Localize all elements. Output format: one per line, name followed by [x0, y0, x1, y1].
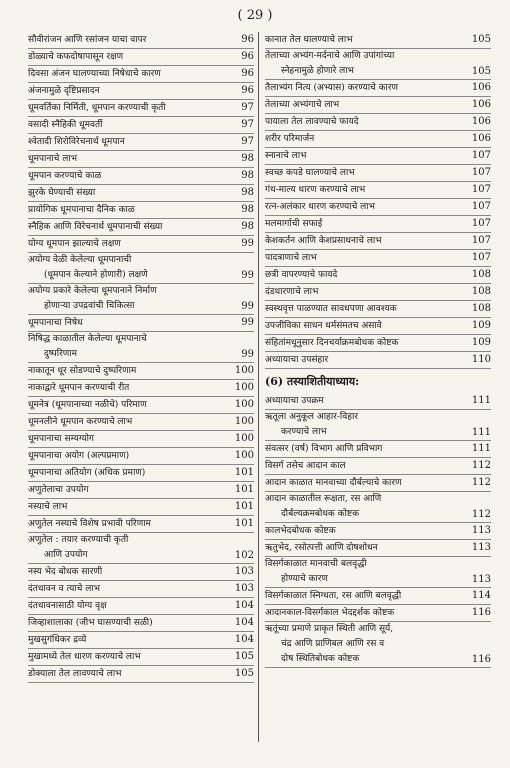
- toc-entry-text: मुखामध्ये तेल धारण करण्याचे लाभ: [28, 652, 141, 662]
- toc-entry-text: नस्य भेद बोधक सारणी: [28, 567, 103, 577]
- toc-entry: [28, 397, 254, 414]
- toc-entry-page: 101: [234, 467, 254, 478]
- toc-entry: [265, 131, 491, 148]
- toc-entry-page: 98: [241, 170, 254, 181]
- toc-entry-title: [28, 516, 228, 532]
- toc-entry-page: 113: [471, 574, 491, 585]
- toc-entry-page: 97: [241, 102, 254, 113]
- toc-entry-text: ऋतूला अनुकूल आहार-विहार: [265, 412, 359, 422]
- toc-entry-page: 99: [241, 317, 254, 328]
- toc-entry-title: [265, 458, 465, 474]
- toc-entry-title: [28, 32, 228, 48]
- toc-entry-text: छत्री वापरण्याचे फायदे: [265, 270, 338, 280]
- toc-entry-text: अध्यायाचा उपसंहार: [265, 355, 329, 365]
- toc-entry: [265, 352, 491, 369]
- toc-entry-subtext: स्नेहनामुळे होणारे लाभ: [281, 66, 354, 76]
- toc-entry-title: [28, 83, 228, 99]
- toc-entry-text: अणुतेल : तयार करण्याची कृती: [28, 535, 129, 545]
- toc-entry-text: डोक्याला तेल लावण्याचे लाभ: [28, 669, 122, 679]
- toc-entry-subtext: दोष स्थितिबोधक कोष्टक: [281, 654, 360, 664]
- toc-entry-title: [265, 148, 465, 164]
- toc-entry-text: धूमनेत्र (धूमपानाच्या नळीचे) परिमाण: [28, 400, 147, 410]
- toc-entry: [28, 482, 254, 499]
- toc-entry-text: स्वच्छ कपडे घालण्याचे लाभ: [265, 168, 355, 178]
- toc-entry-page: 96: [241, 51, 254, 62]
- toc-entry-title: [265, 540, 465, 556]
- toc-entry-title: [265, 267, 465, 283]
- toc-entry-page: 112: [471, 460, 491, 471]
- toc-entry: [28, 185, 254, 202]
- toc-entry-page: 108: [471, 286, 491, 297]
- toc-entry-page: 97: [241, 119, 254, 130]
- toc-entry: [265, 475, 491, 492]
- toc-entry-text: उपजीविका साधन धर्मसंमतच असावे: [265, 321, 382, 331]
- toc-entry-text: निषिद्ध काळातील केलेल्या धूमपानाचे: [28, 334, 147, 344]
- toc-columns: [28, 32, 492, 768]
- toc-entry-page: 107: [471, 235, 491, 246]
- toc-entry-title: [265, 352, 465, 368]
- toc-entry-text: नस्याचे लाभ: [28, 502, 68, 512]
- toc-entry-title: [265, 622, 465, 667]
- toc-entry-title: [28, 397, 228, 413]
- toc-entry-page: 108: [471, 303, 491, 314]
- toc-entry-page: 107: [471, 252, 491, 263]
- toc-entry: [28, 284, 254, 315]
- toc-entry-title: [28, 236, 228, 252]
- toc-entry-page: 109: [471, 337, 491, 348]
- toc-entry-page: 107: [471, 167, 491, 178]
- toc-entry-text: ऋतूंच्या प्रमाणे प्राकृत स्थिती आणि सूर्य,: [265, 624, 394, 634]
- toc-entry-title: [28, 615, 228, 631]
- toc-left-column: [28, 32, 259, 742]
- toc-entry: [28, 100, 254, 117]
- toc-entry: [265, 393, 491, 410]
- toc-entry-text: योग्य धूमपान झाल्याचे लक्षण: [28, 239, 121, 249]
- toc-entry-title: [28, 168, 228, 184]
- toc-entry-text: कानात तेल घालण्याचे लाभ: [265, 35, 353, 45]
- toc-entry: [28, 253, 254, 284]
- toc-entry-text: विसर्गकाळात मानवाची बलवृद्धी: [265, 559, 367, 569]
- toc-entry-text: आदान काळातील रूक्षता, रस आणि: [265, 494, 382, 504]
- toc-entry-title: [265, 523, 465, 539]
- toc-entry-text: दिवसा अंजन घालण्याच्या निषेधाचे कारण: [28, 69, 161, 79]
- toc-entry-text: अणुतेल नस्याचे विशेष प्रभावी परिणाम: [28, 519, 151, 529]
- toc-entry-text: श्वेतादी शिरोविरेचनार्थ धूमपान: [28, 137, 125, 147]
- toc-entry-page: 113: [471, 542, 491, 553]
- toc-entry: [28, 632, 254, 649]
- toc-entry-subtext: दुष्परिणाम: [44, 349, 78, 359]
- toc-entry-text: धूमनलीने धूमपान करण्याचे लाभ: [28, 417, 133, 427]
- toc-entry-title: [265, 165, 465, 181]
- toc-entry-text: प्रायोगिक धूमपानाचा दैनिक काळ: [28, 205, 135, 215]
- toc-entry-page: 111: [471, 443, 491, 454]
- toc-entry-page: 100: [234, 416, 254, 427]
- toc-entry-text: धूमपानाचा निषेध: [28, 318, 83, 328]
- toc-entry-title: [265, 557, 465, 587]
- toc-entry: [265, 284, 491, 301]
- toc-entry-page: 100: [234, 450, 254, 461]
- toc-entry: [28, 32, 254, 49]
- toc-entry-page: 103: [234, 583, 254, 594]
- toc-entry-text: धूमपान करण्याचे काळ: [28, 171, 102, 181]
- toc-entry-page: 98: [241, 204, 254, 215]
- toc-entry: [28, 533, 254, 564]
- toc-entry-subtext: करण्याचे लाभ: [281, 427, 327, 437]
- toc-entry-page: 107: [471, 150, 491, 161]
- toc-entry: [28, 202, 254, 219]
- toc-entry-title: [28, 649, 228, 665]
- toc-entry-title: [265, 410, 465, 440]
- toc-entry: [28, 49, 254, 66]
- toc-entry-title: [28, 564, 228, 580]
- toc-entry-title: [265, 441, 465, 457]
- toc-entry-page: 99: [241, 270, 254, 281]
- toc-entry: [265, 233, 491, 250]
- toc-entry-title: [28, 414, 228, 430]
- toc-entry-page: 104: [234, 617, 254, 628]
- toc-entry: [265, 114, 491, 131]
- toc-entry: [28, 236, 254, 253]
- toc-entry: [265, 165, 491, 182]
- toc-entry: [28, 332, 254, 363]
- toc-entry: [265, 458, 491, 475]
- toc-entry-page: 110: [471, 354, 491, 365]
- toc-entry-text: दंतधावनासाठी योग्य वृक्ष: [28, 601, 107, 611]
- toc-entry-text: धूमपानाचा सम्यग्योग: [28, 434, 94, 444]
- toc-entry: [28, 83, 254, 100]
- toc-entry-title: [265, 182, 465, 198]
- toc-entry-text: सौवीरांजन आणि रसांजन याचा वापर: [28, 35, 147, 45]
- toc-entry-title: [28, 431, 228, 447]
- toc-entry-page: 99: [241, 349, 254, 360]
- toc-entry-title: [28, 465, 228, 481]
- toc-entry-subtext: चंद्र आणि प्राणिबल आणि रस व: [281, 639, 385, 649]
- toc-entry-title: [265, 301, 465, 317]
- toc-entry-title: [28, 100, 228, 116]
- toc-entry-page: 98: [241, 153, 254, 164]
- toc-entry-page: 116: [471, 607, 491, 618]
- toc-entry-page: 96: [241, 68, 254, 79]
- toc-entry: [265, 523, 491, 540]
- toc-entry-text: दंडधारणाचे लाभ: [265, 287, 319, 297]
- toc-entry: [28, 615, 254, 632]
- toc-entry: [28, 66, 254, 83]
- toc-entry-text: ऋतुभेद, रसोत्पत्ती आणि दोषशोधन: [265, 543, 378, 553]
- toc-entry-title: [28, 581, 228, 597]
- toc-entry: [265, 492, 491, 523]
- toc-entry-title: [28, 185, 228, 201]
- toc-entry-text: संवत्सर (वर्ष) विभाग आणि प्रविभाग: [265, 444, 383, 454]
- toc-entry-text: वसादी स्नैहिकी धूमवर्ती: [28, 120, 103, 130]
- toc-entry-page: 103: [234, 566, 254, 577]
- toc-entry-title: [265, 97, 465, 113]
- toc-entry-title: [265, 605, 465, 621]
- toc-entry-text: स्नानाचे लाभ: [265, 151, 307, 161]
- toc-entry-title: [28, 332, 228, 362]
- toc-entry-title: [265, 216, 465, 232]
- toc-entry-title: [265, 588, 465, 604]
- toc-entry-title: [28, 253, 228, 283]
- toc-entry-title: [265, 114, 465, 130]
- toc-entry-text: नाकाद्वारे धूमपान करण्याची रीत: [28, 383, 130, 393]
- page-number: ( 29 ): [237, 8, 273, 23]
- toc-entry-subtext: होण्याचे कारण: [281, 574, 328, 584]
- toc-entry-text: तेलाच्या अभ्यंगाचे लाभ: [265, 100, 340, 110]
- toc-entry-text: विसर्ग तसेच आदान काल: [265, 461, 346, 471]
- toc-entry-title: [265, 284, 465, 300]
- toc-entry-page: 106: [471, 82, 491, 93]
- toc-entry-page: 98: [241, 221, 254, 232]
- toc-entry-page: 100: [234, 433, 254, 444]
- toc-entry: [265, 335, 491, 352]
- toc-entry: [28, 219, 254, 236]
- toc-entry-text: संहितांमधूनुसार दिनचर्याक्रमबोधक कोष्टक: [265, 338, 399, 348]
- toc-entry: [265, 250, 491, 267]
- toc-entry-page: 114: [471, 590, 491, 601]
- toc-entry: [28, 117, 254, 134]
- toc-entry: [28, 465, 254, 482]
- toc-entry-text: कालभेदबोधक कोष्टक: [265, 526, 336, 536]
- toc-right-column: [259, 32, 491, 742]
- toc-section-entries: [265, 393, 491, 668]
- toc-entry-page: 98: [241, 187, 254, 198]
- toc-entry-page: 112: [471, 509, 491, 520]
- toc-entry-page: 111: [471, 427, 491, 438]
- toc-entry: [28, 134, 254, 151]
- toc-entry: [265, 588, 491, 605]
- toc-entry-title: [28, 202, 228, 218]
- toc-entry: [28, 151, 254, 168]
- toc-entry-text: धूमपानाचा अयोग (अल्पप्रमाण): [28, 451, 130, 461]
- toc-entry-page: 105: [471, 34, 491, 45]
- toc-entry-page: 96: [241, 85, 254, 96]
- toc-entry: [28, 315, 254, 332]
- toc-entry-title: [265, 393, 465, 409]
- toc-entry-text: विसर्गकाळात स्निग्धता, रस आणि बलवृद्धी: [265, 591, 402, 601]
- toc-entry: [265, 97, 491, 114]
- toc-entry-title: [28, 66, 228, 82]
- toc-entry-page: 99: [241, 301, 254, 312]
- toc-entry-title: [28, 666, 228, 682]
- section-heading: (6) तस्याशितीयाध्याय:: [265, 375, 360, 388]
- toc-entry-page: 100: [234, 399, 254, 410]
- toc-entry: [265, 80, 491, 97]
- toc-entry-text: अध्यायाचा उपक्रम: [265, 396, 324, 406]
- toc-entry-title: [28, 49, 228, 65]
- toc-entry-text: दंतधावन व त्याचे लाभ: [28, 584, 100, 594]
- toc-entry-subtext: होणाऱ्या उपद्रवांची चिकित्सा: [44, 301, 135, 311]
- toc-entry: [265, 410, 491, 441]
- toc-entry-title: [265, 492, 465, 522]
- toc-entry-page: 101: [234, 501, 254, 512]
- toc-entry-title: [28, 134, 228, 150]
- toc-entry-page: 97: [241, 136, 254, 147]
- toc-entry: [265, 441, 491, 458]
- toc-entry: [265, 301, 491, 318]
- toc-entry-page: 100: [234, 382, 254, 393]
- toc-entry-page: 102: [234, 550, 254, 561]
- toc-entry: [28, 581, 254, 598]
- toc-entry-title: [28, 380, 228, 396]
- toc-entry-title: [265, 318, 465, 334]
- toc-entry-page: 107: [471, 201, 491, 212]
- toc-entry-text: धूमपानाचा अतियोग (अधिक प्रमाण): [28, 468, 146, 478]
- toc-entry-title: [265, 32, 465, 48]
- toc-entry-title: [28, 315, 228, 331]
- toc-entry-title: [265, 199, 465, 215]
- toc-entry-subtext: (धूमपान केल्याने होणारी) लक्षणे: [44, 270, 148, 280]
- toc-entry-title: [28, 598, 228, 614]
- toc-entry-text: मुखसुगंधिकर द्रव्ये: [28, 635, 87, 645]
- toc-entry-subtext: आणि उपयोग: [44, 550, 88, 560]
- toc-entry-page: 106: [471, 116, 491, 127]
- toc-entry-text: पायाला तेल लावण्याचे फायदे: [265, 117, 359, 127]
- toc-entry: [28, 564, 254, 581]
- toc-entry-text: गंध-माल्य धारण करण्याचे लाभ: [265, 185, 366, 195]
- toc-entry-text: अयोग्य प्रकारे केलेल्या धूमपानाने निर्माण: [28, 286, 157, 296]
- toc-entry-page: 112: [471, 477, 491, 488]
- toc-entry-title: [28, 151, 228, 167]
- toc-entry: [28, 598, 254, 615]
- toc-entry: [28, 414, 254, 431]
- toc-entry-text: तैलाभ्यंग नित्य (अभ्यास) करण्याचे कारण: [265, 83, 399, 93]
- toc-entry-page: 101: [234, 518, 254, 529]
- toc-entry: [265, 148, 491, 165]
- toc-entry-text: स्वस्थवृत्त पाळण्यात सावधपणा आवश्यक: [265, 304, 397, 314]
- toc-entry: [28, 363, 254, 380]
- toc-entry: [265, 605, 491, 622]
- toc-entry: [265, 557, 491, 588]
- toc-entry-page: 96: [241, 34, 254, 45]
- toc-entry-text: झुरके घेण्याची संख्या: [28, 188, 96, 198]
- toc-entry-title: [265, 335, 465, 351]
- toc-entry-page: 106: [471, 99, 491, 110]
- toc-entry-title: [28, 219, 228, 235]
- toc-entry-title: [28, 363, 228, 379]
- toc-entry-page: 105: [234, 651, 254, 662]
- toc-entry: [265, 267, 491, 284]
- toc-entry: [265, 216, 491, 233]
- toc-entry: [28, 516, 254, 533]
- toc-entry-title: [28, 448, 228, 464]
- toc-entry-text: नाकातून धूर सोडण्याचे दुष्परिणाम: [28, 366, 137, 376]
- toc-entry-text: रत्न-अलंकार धारण करण्याचे लाभ: [265, 202, 375, 212]
- toc-entry-title: [28, 632, 228, 648]
- toc-entry-page: 108: [471, 269, 491, 280]
- toc-entry: [28, 168, 254, 185]
- toc-entry-text: अणुतेलाचा उपयोग: [28, 485, 89, 495]
- toc-entry: [265, 32, 491, 49]
- toc-entry-text: शरीर परिमार्जन: [265, 134, 315, 144]
- toc-entry-title: [265, 80, 465, 96]
- toc-entry-text: आदान काळात मानवाच्या दौर्बल्याचे कारण: [265, 478, 402, 488]
- toc-entry: [265, 199, 491, 216]
- toc-entry-page: 104: [234, 634, 254, 645]
- toc-entry-page: 107: [471, 184, 491, 195]
- toc-entry-text: जिव्हाशालाका (जीभ घासण्याची सळी): [28, 618, 153, 628]
- toc-entry-page: 109: [471, 320, 491, 331]
- toc-entry-page: 105: [471, 66, 491, 77]
- toc-entry: [28, 380, 254, 397]
- toc-entry-title: [265, 131, 465, 147]
- toc-entry-text: स्नैहिक आणि विरेचनार्थ धूमपानाची संख्या: [28, 222, 163, 232]
- toc-entry-text: डोळ्याचे कफदोषापासून रक्षण: [28, 52, 124, 62]
- toc-entry-text: केशकर्तन आणि केशप्रसाधनाचे लाभ: [265, 236, 382, 246]
- toc-entry-text: धूमपानाचे लाभ: [28, 154, 78, 164]
- toc-entry-page: 101: [234, 484, 254, 495]
- toc-entry: [28, 448, 254, 465]
- toc-entry: [28, 666, 254, 683]
- toc-entry-title: [28, 117, 228, 133]
- toc-right-entries: [265, 32, 491, 369]
- toc-entry-page: 111: [471, 395, 491, 406]
- toc-entry-title: [265, 250, 465, 266]
- toc-entry-text: अयोग्य वेळी केलेल्या धूमपानाची: [28, 255, 132, 265]
- toc-entry: [265, 182, 491, 199]
- toc-entry: [28, 431, 254, 448]
- toc-entry-title: [265, 49, 465, 79]
- toc-entry: [265, 540, 491, 557]
- toc-entry-text: धूमवर्तिका निर्मिती, धूमपान करण्याची कृती: [28, 103, 166, 113]
- toc-entry-text: अंजनामुळे दृष्टिप्रसादन: [28, 86, 100, 96]
- toc-entry-page: 116: [471, 654, 491, 665]
- toc-entry-title: [265, 475, 465, 491]
- toc-entry-page: 113: [471, 525, 491, 536]
- toc-entry-title: [265, 233, 465, 249]
- toc-entry-page: 100: [234, 365, 254, 376]
- toc-entry-title: [28, 482, 228, 498]
- toc-entry: [265, 622, 491, 668]
- toc-entry-title: [28, 284, 228, 314]
- toc-entry: [265, 49, 491, 80]
- toc-entry-title: [28, 533, 228, 563]
- toc-entry-text: मलमार्गाची सफाई: [265, 219, 323, 229]
- toc-entry-page: 104: [234, 600, 254, 611]
- toc-entry: [28, 499, 254, 516]
- toc-entry: [28, 649, 254, 666]
- toc-entry-page: 99: [241, 238, 254, 249]
- toc-entry-page: 107: [471, 218, 491, 229]
- toc-entry-subtext: दौर्बल्यक्रमबोधक कोष्टक: [281, 509, 360, 519]
- toc-entry-text: आदानकाल-विसर्गकाल भेदद्दर्शक कोष्टक: [265, 608, 395, 618]
- toc-entry-text: पादत्राणाचे लाभ: [265, 253, 317, 263]
- toc-entry: [265, 318, 491, 335]
- toc-entry-text: तेलाच्या अभ्यंग-मर्दनाचे आणि उपांगांच्या: [265, 51, 395, 61]
- toc-entry-page: 106: [471, 133, 491, 144]
- toc-entry-page: 105: [234, 668, 254, 679]
- toc-entry-title: [28, 499, 228, 515]
